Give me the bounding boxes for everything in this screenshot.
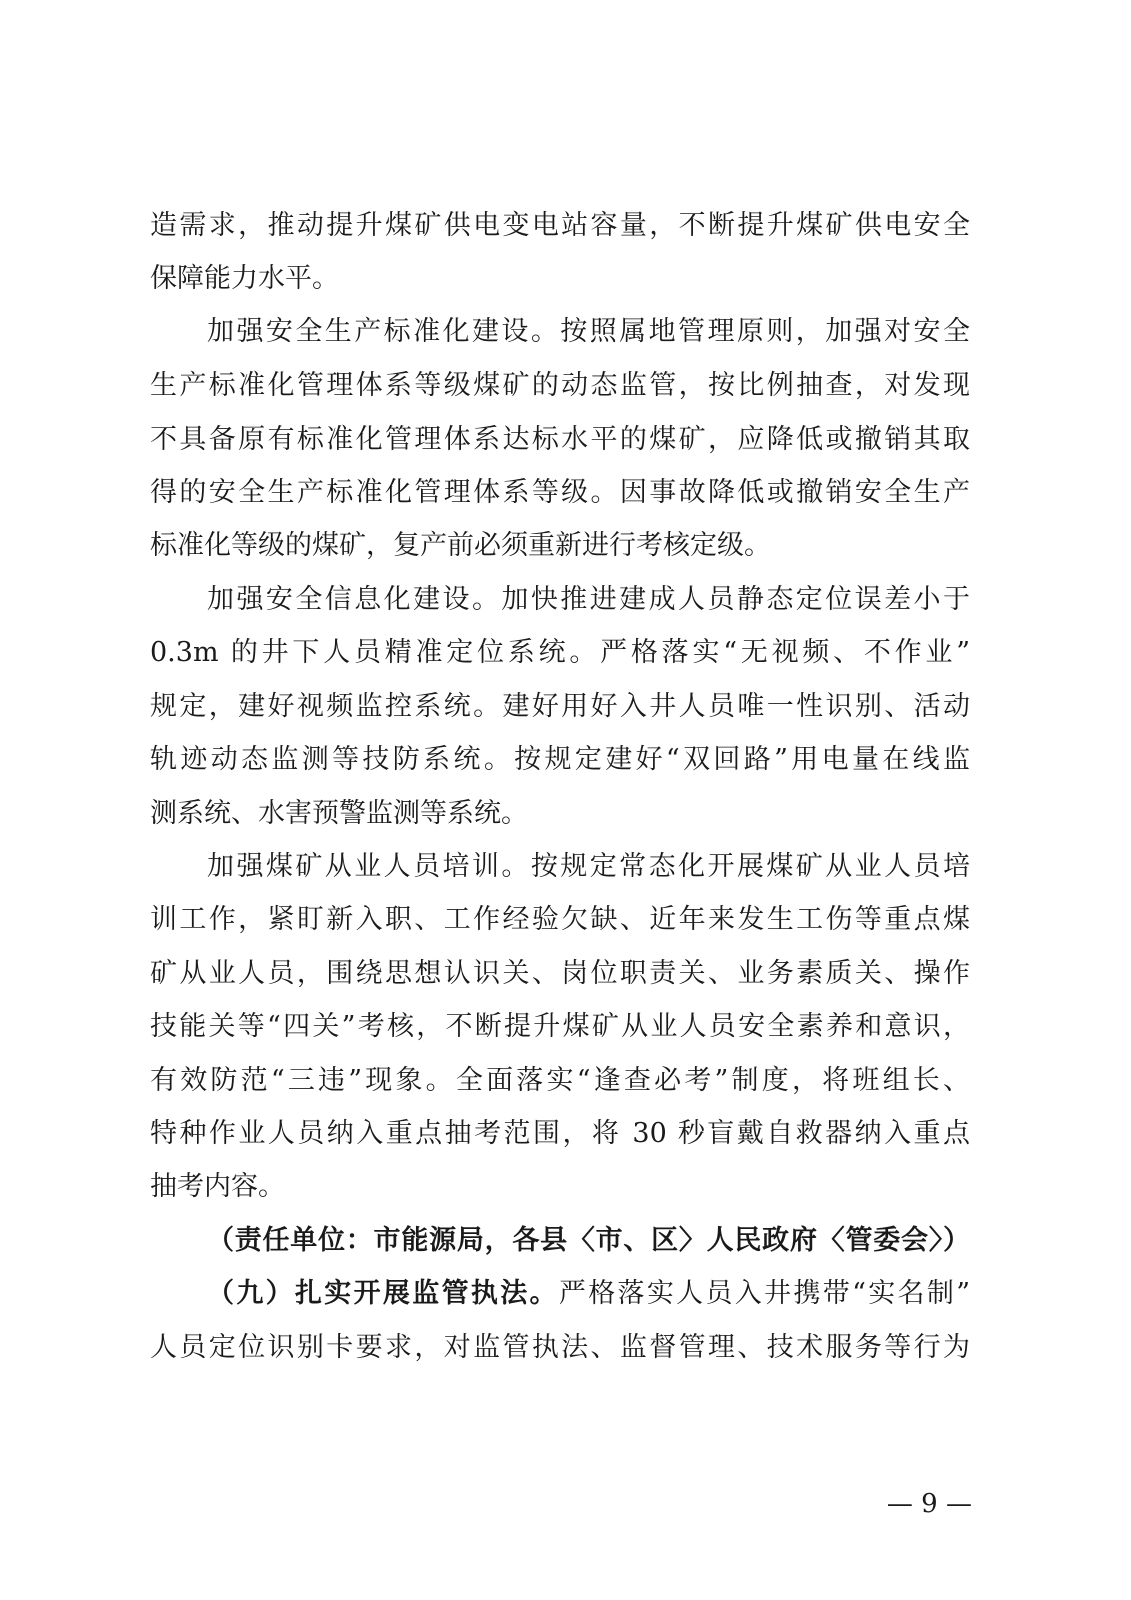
section-nine-line: [207, 1274, 970, 1314]
paragraph-line: 测系统、水害预警监测等系统。: [150, 798, 528, 829]
paragraph-line: 不具备原有标准化管理体系达标水平的煤矿，应降低或撤销其取: [150, 424, 970, 455]
paragraph-line: 矿从业人员，围绕思想认识关、岗位职责关、业务素质关、操作: [150, 958, 970, 989]
paragraph-line: 训工作，紧盯新入职、工作经验欠缺、近年来发生工伤等重点煤: [150, 904, 970, 935]
paragraph-line: 有效防范“三违”现象。全面落实“逢查必考”制度，将班组长、: [150, 1065, 970, 1096]
responsible-units-line: （责任单位：市能源局，各县〈市、区〉人民政府〈管委会〉）: [207, 1225, 970, 1256]
paragraph-line: 保障能力水平。: [150, 263, 339, 294]
paragraph-line: 人员定位识别卡要求，对监管执法、监督管理、技术服务等行为: [150, 1332, 970, 1363]
paragraph-line: 特种作业人员纳入重点抽考范围，将 30 秒盲戴自救器纳入重点: [150, 1118, 970, 1149]
paragraph-line: 生产标准化管理体系等级煤矿的动态监管，按比例抽查，对发现: [150, 370, 970, 401]
paragraph-line: 得的安全生产标准化管理体系等级。因事故降低或撤销安全生产: [150, 477, 970, 508]
paragraph-line: 加强安全信息化建设。加快推进建成人员静态定位误差小于: [207, 584, 970, 615]
paragraph-line: 加强煤矿从业人员培训。按规定常态化开展煤矿从业人员培: [207, 851, 970, 882]
paragraph-line: 轨迹动态监测等技防系统。按规定建好“双回路”用电量在线监: [150, 744, 970, 775]
page-number: — 9 —: [886, 1489, 972, 1519]
section-text: 严格落实人员入井携带“实名制”: [558, 1278, 970, 1309]
paragraph-line: 技能关等“四关”考核，不断提升煤矿从业人员安全素养和意识，: [150, 1011, 970, 1042]
paragraph-line: 造需求，推动提升煤矿供电变电站容量，不断提升煤矿供电安全: [150, 210, 970, 241]
paragraph-line: 0.3m 的井下人员精准定位系统。严格落实“无视频、不作业”: [150, 637, 970, 668]
paragraph-line: 加强安全生产标准化建设。按照属地管理原则，加强对安全: [207, 316, 970, 347]
paragraph-line: 标准化等级的煤矿，复产前必须重新进行考核定级。: [150, 530, 771, 561]
paragraph-line: 抽考内容。: [150, 1171, 285, 1202]
paragraph-line: 规定，建好视频监控系统。建好用好入井人员唯一性识别、活动: [150, 691, 970, 722]
section-heading: （九）扎实开展监管执法。: [207, 1278, 559, 1309]
